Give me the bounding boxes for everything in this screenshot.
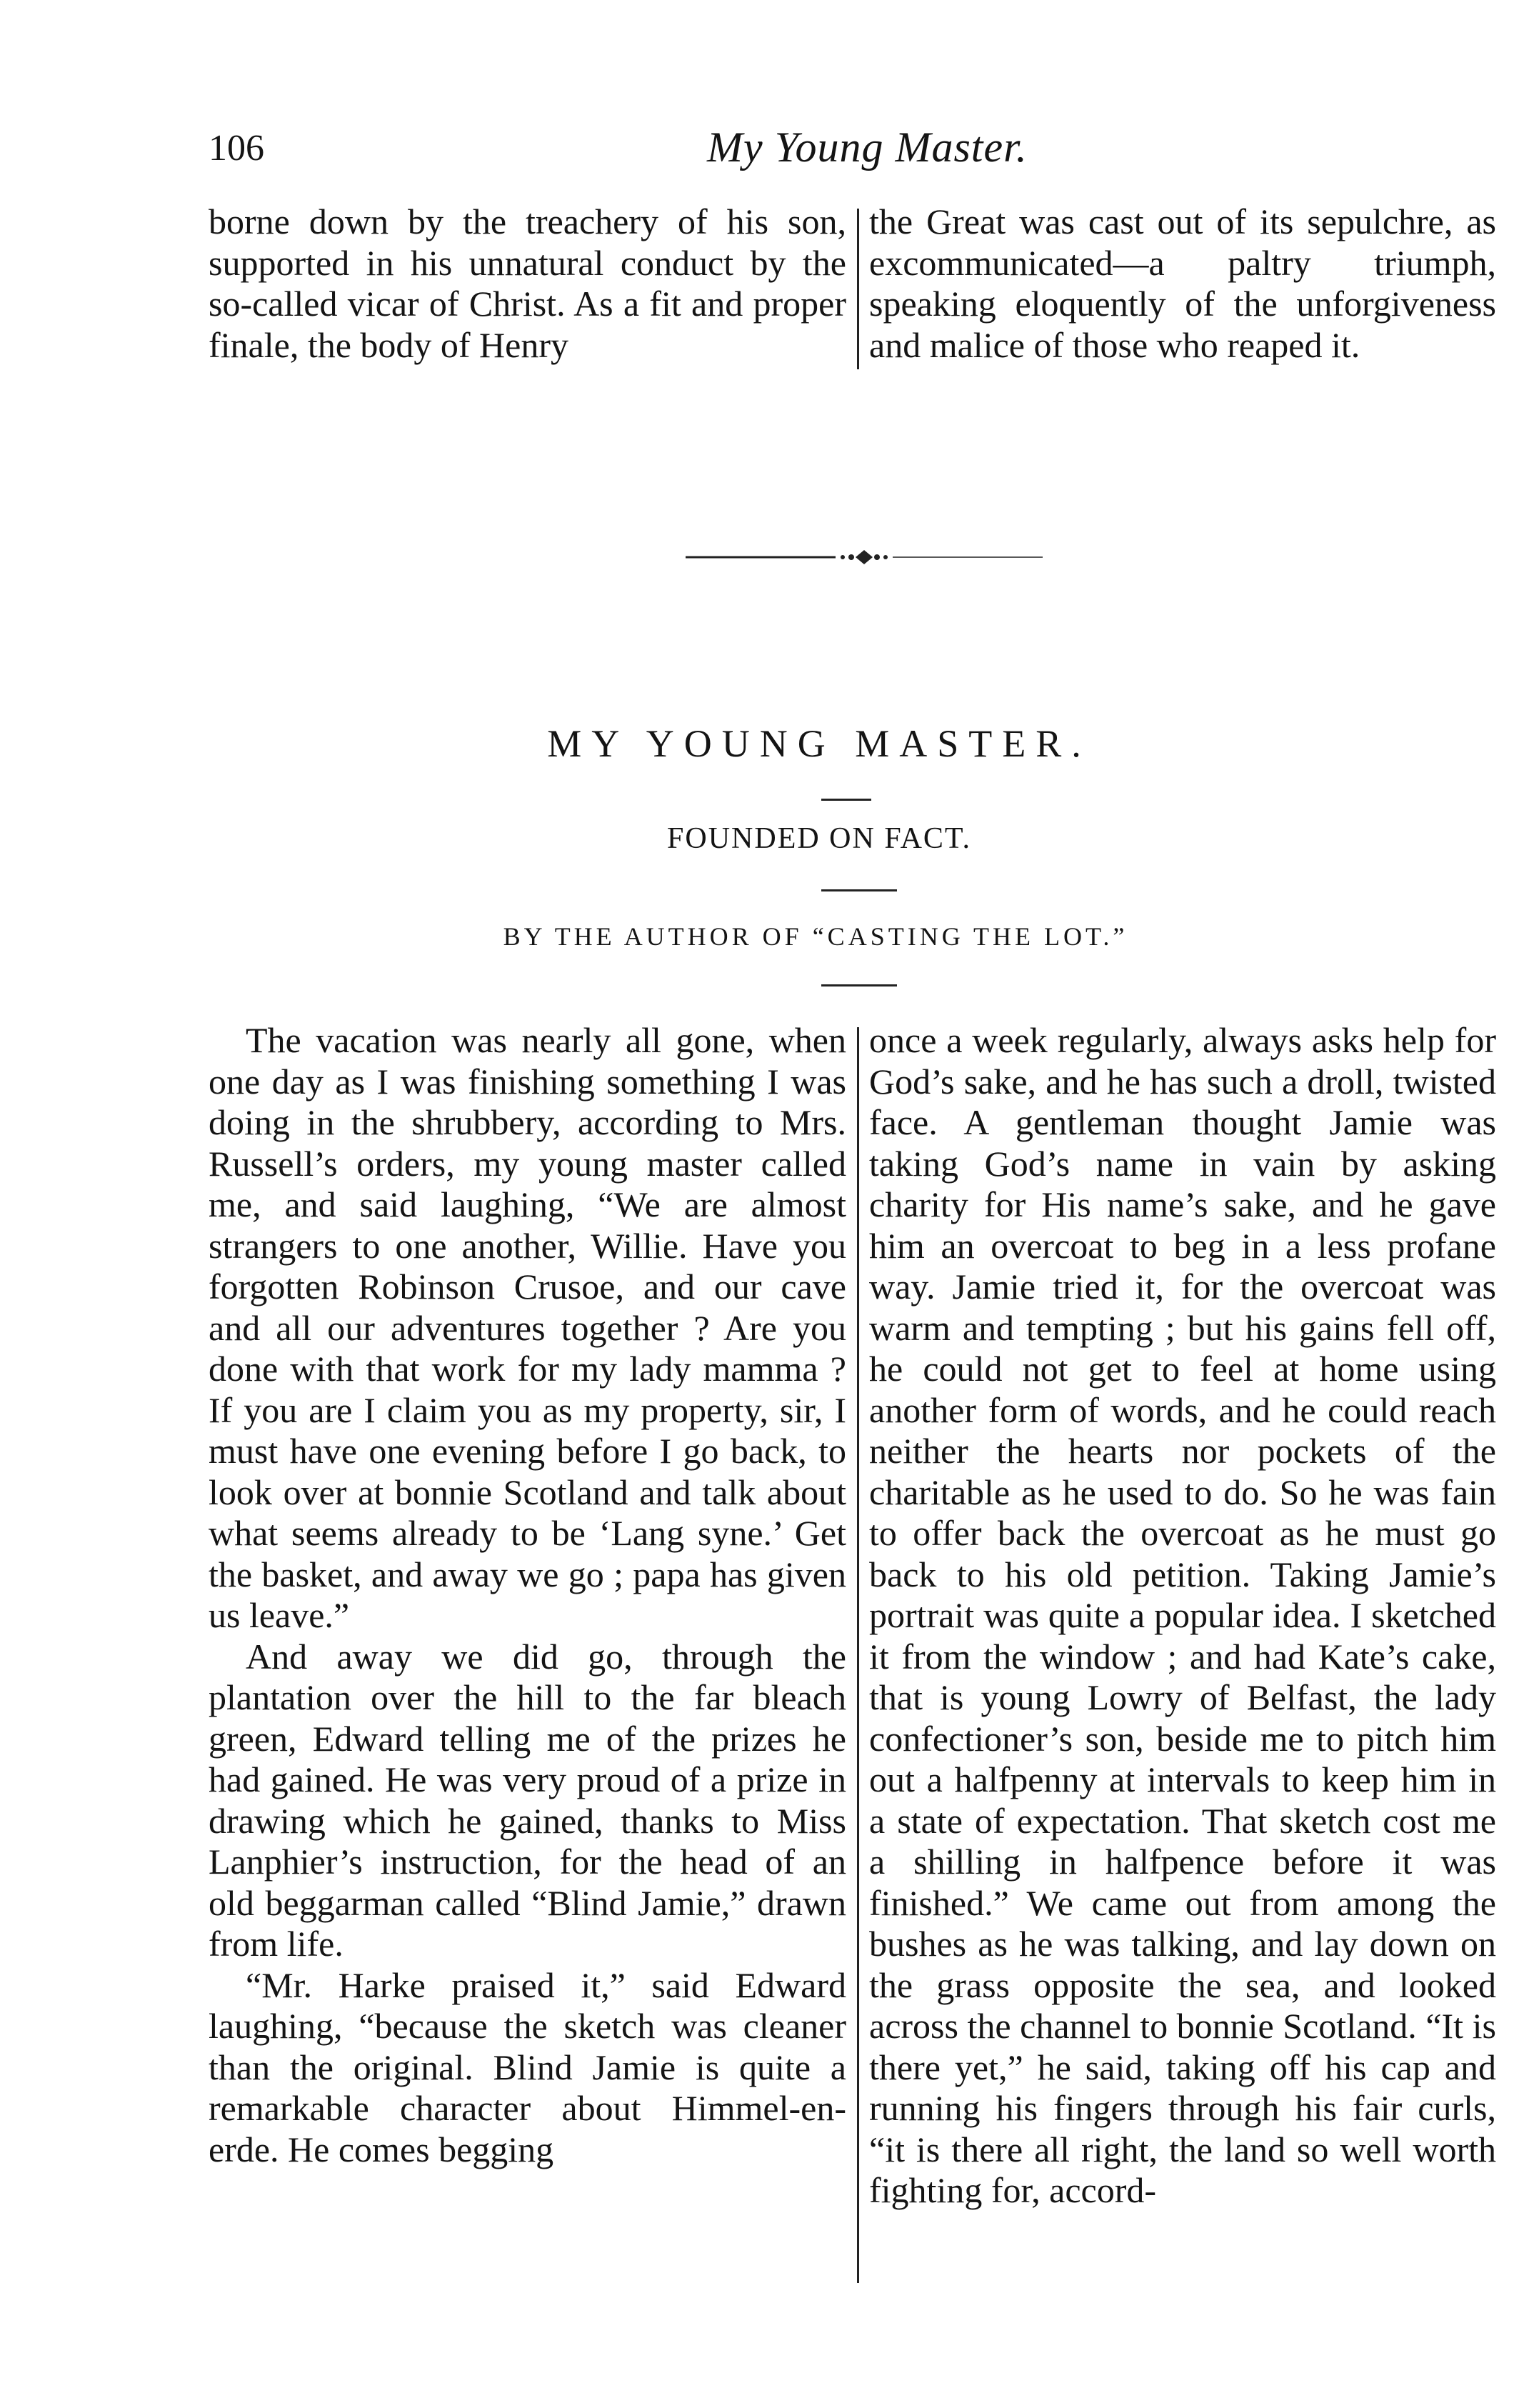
- article-byline: BY THE AUTHOR OF “CASTING THE LOT.”: [503, 922, 1128, 951]
- top-left-column: [209, 201, 846, 366]
- subtitle-rule: [821, 889, 897, 891]
- paragraph: “Mr. Harke praised it,” said Edward laughing, “because the sketch was cleaner than the original. Blind Jamie is quite a remarkable character about Himmel-en-erde. He comes begging: [209, 1964, 846, 2169]
- page-number: 106: [209, 128, 264, 169]
- title-rule: [821, 799, 871, 801]
- ornament-divider: [686, 543, 1043, 571]
- article-right-column: [869, 1020, 1496, 2212]
- article-left-column: [209, 1020, 846, 2170]
- paragraph: borne down by the treachery of his son, supported in his unnatural conduct by the so-called vicar of Christ. As a fit and proper finale, the body of Henry: [209, 201, 846, 365]
- top-right-column: [869, 201, 1496, 366]
- column-divider: [857, 209, 859, 369]
- running-title: My Young Master.: [707, 124, 1028, 171]
- byline-rule: [821, 984, 897, 986]
- paragraph: the Great was cast out of its sepulchre, as excommunicated—a paltry triumph, speaking eloquently of the unforgiveness and malice of those who reaped it.: [869, 201, 1496, 365]
- column-divider: [857, 1027, 859, 2283]
- article-subtitle: FOUNDED ON FACT.: [667, 822, 971, 855]
- paragraph: once a week regularly, always asks help for God’s sake, and he has such a droll, twisted face. A gentleman thought Jamie was taking God’s name in vain by asking charity for His name’s sake, and he gave him an overcoat to beg in a less profane way. Jamie tried it, for the overcoat was warm and tempting ; but his gains fell off, he could not get to feel at home using another form of words, and he could reach neither the hearts nor pockets of the charitable as he used to do. So he was fain to offer back the overcoat as he must go back to his old petition. Taking Jamie’s portrait was quite a popular idea. I sketched it from the window ; and had Kate’s cake, that is young Lowry of Belfast, the lady confectioner’s son, beside me to pitch him out a halfpenny at intervals to keep him in a state of expectation. That sketch cost me a shilling in halfpence before it was finished.” We came out from among the bushes as he was talking, and lay down on the grass opposite the sea, and looked across the channel to bonnie Scotland. “It is there yet,” he said, taking off his cap and running his fingers through his fair curls, “it is there all right, the land so well worth fighting for, accord-: [869, 1020, 1496, 2210]
- paragraph: And away we did go, through the plantation over the hill to the far bleach green, Edward telling me of the prizes he had gained. He was very proud of a prize in drawing which he gained, thanks to Miss Lanphier’s instruction, for the head of an old beggarman called “Blind Jamie,” drawn from life.: [209, 1636, 846, 1964]
- paragraph: The vacation was nearly all gone, when one day as I was finishing something I was doing in the shrubbery, according to Mrs. Russell’s orders, my young master called me, and said laughing, “We are almost strangers to one another, Willie. Have you forgotten Robinson Crusoe, and our cave and all our adventures together ? Are you done with that work for my lady mamma ? If you are I claim you as my property, sir, I must have one evening before I go back, to look over at bonnie Scotland and talk about what seems already to be ‘Lang syne.’ Get the basket, and away we go ; papa has given us leave.”: [209, 1020, 846, 1635]
- article-title: MY YOUNG MASTER.: [547, 722, 1091, 765]
